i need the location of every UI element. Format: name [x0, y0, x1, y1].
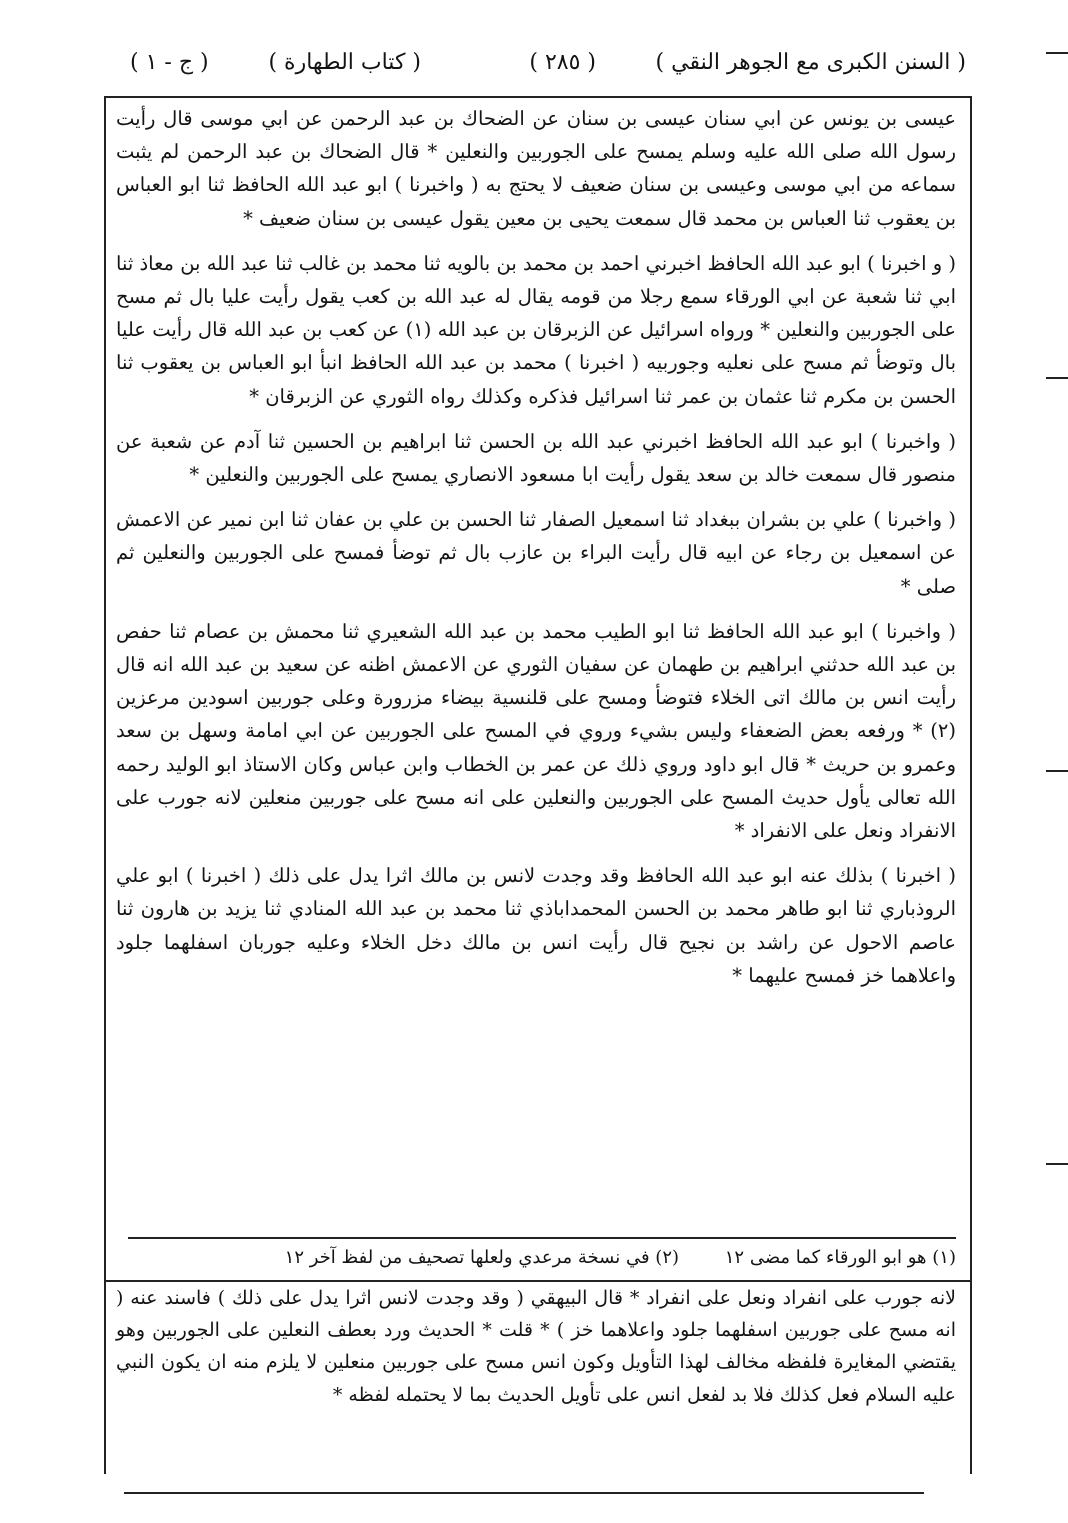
volume-number: ( ج - ١ ): [130, 50, 209, 75]
margin-tick: [1046, 377, 1068, 379]
commentary-text: لانه جورب على انفراد ونعل على انفراد * قال البيهقي ( وقد وجدت لانس اثرا يدل على ذلك ) فاسند عنه ( انه مسح على جوربين اسفلهما جلود واعلاهما خز ) * قلت * الحديث ورد بعطف النعلين على الجوربين وهو يقتضي المغايرة فلفظه مخالف لهذا التأويل وكون انس مسح على جوربين منعلين لا يلزم منه ان يكون النبي عليه السلام فعل كذلك فلا بد لفعل انس على تأويل الحديث بما لا يحتمله لفظه *: [116, 1287, 956, 1406]
margin-tick: [1046, 770, 1068, 772]
footnote-2: (٢) في نسخة مرعدي ولعلها تصحيف من لفظ آخر ١٢: [284, 1247, 680, 1268]
bottom-rule: [124, 1492, 924, 1494]
book-title: ( السنن الكبرى مع الجوهر النقي ): [655, 50, 966, 75]
footnotes: [128, 1238, 956, 1278]
page-number: ( ٢٨٥ ): [529, 50, 596, 75]
margin-tick: [1046, 52, 1068, 54]
page-header: [118, 44, 966, 94]
text-paragraph: ( واخبرنا ) ابو عبد الله الحافظ ثنا ابو الطيب محمد بن عبد الله الشعيري ثنا محمش بن عصام ثنا حفص بن عبد الله حدثني ابراهيم بن طهمان عن سفيان الثوري عن الاعمش اظنه عن سعيد بن عبد الله انه قال رأيت انس بن مالك اتى الخلاء فتوضأ ومسح على قلنسية بيضاء مزرورة وعلى جوربين اسودين مرعزين (٢) * ورفعه بعض الضعفاء وليس بشيء وروي في المسح على الجوربين عن ابي امامة وسهل بن سعد وعمرو بن حريث * قال ابو داود وروي ذلك عن عمر بن الخطاب وابن عباس وكان الاستاذ ابو الوليد رحمه الله تعالى يأول حديث المسح على الجوربين والنعلين على انه مسح على جوربين منعلين لانه جورب على الانفراد ونعل على الانفراد *: [116, 619, 957, 843]
margin-tick: [1046, 1163, 1068, 1165]
text-paragraph: عيسى بن يونس عن ابي سنان عيسى بن سنان عن الضحاك بن عبد الرحمن عن ابي موسى قال رأيت رسول الله صلى الله عليه وسلم يمسح على الجوربين والنعلين * قال الضحاك بن عبد الرحمن لم يثبت سماعه من ابي موسى وعيسى بن سنان ضعيف لا يحتج به ( واخبرنا ) ابو عبد الله الحافظ ثنا ابو العباس بن يعقوب ثنا العباس بن محمد قال سمعت يحيى بن معين يقول عيسى بن سنان ضعيف *: [116, 107, 956, 230]
text-paragraph: ( واخبرنا ) ابو عبد الله الحافظ اخبرني عبد الله بن الحسن ثنا ابراهيم بن الحسين ثنا آدم عن شعبة عن منصور قال سمعت خالد بن سعد يقول رأيت ابا مسعود الانصاري يمسح على الجوربين والنعلين *: [116, 429, 956, 487]
footnote-1: (١) هو ابو الورقاء كما مضى ١٢: [724, 1247, 956, 1268]
text-paragraph: ( و اخبرنا ) ابو عبد الله الحافظ اخبرني احمد بن محمد بن بالويه ثنا محمد بن غالب ثنا عبد الله بن معاذ ثنا ابي ثنا شعبة عن ابي الورقاء سمع رجلا من قومه يقال له عبد الله بن كعب يقول رأيت عليا بال ثم مسح على الجوربين والنعلين * ورواه اسرائيل عن الزبرقان بن عبد الله (١) عن كعب بن عبد الله قال رأيت عليا بال وتوضأ ثم مسح على نعليه وجوربيه ( اخبرنا ) محمد بن عبد الله الحافظ انبأ ابو العباس بن يعقوب ثنا الحسن بن مكرم ثنا عثمان بن عمر ثنا اسرائيل فذكره وكذلك رواه الثوري عن الزبرقان *: [116, 251, 956, 408]
text-paragraph: ( اخبرنا ) بذلك عنه ابو عبد الله الحافظ وقد وجدت لانس بن مالك اثرا يدل على ذلك ( اخبرنا ) ابو علي الروذباري ثنا ابو طاهر محمد بن الحسن المحمداباذي ثنا محمد بن عبد الله المنادي ثنا يزيد بن هارون ثنا عاصم الاحول عن راشد بن نجيح قال رأيت انس بن مالك دخل الخلاء وعليه جوربان اسفلهما جلود واعلاهما خز فمسح عليهما *: [116, 864, 956, 987]
chapter-title: ( كتاب الطهارة ): [268, 50, 421, 75]
main-text: [116, 102, 956, 992]
text-paragraph: ( واخبرنا ) علي بن بشران ببغداد ثنا اسمعيل الصفار ثنا الحسن بن علي بن عفان ثنا ابن نمير عن الاعمش عن اسمعيل بن رجاء عن ابيه قال رأيت البراء بن عازب بال ثم توضأ فمسح على الجوربين والنعلين ثم صلى *: [116, 508, 956, 598]
